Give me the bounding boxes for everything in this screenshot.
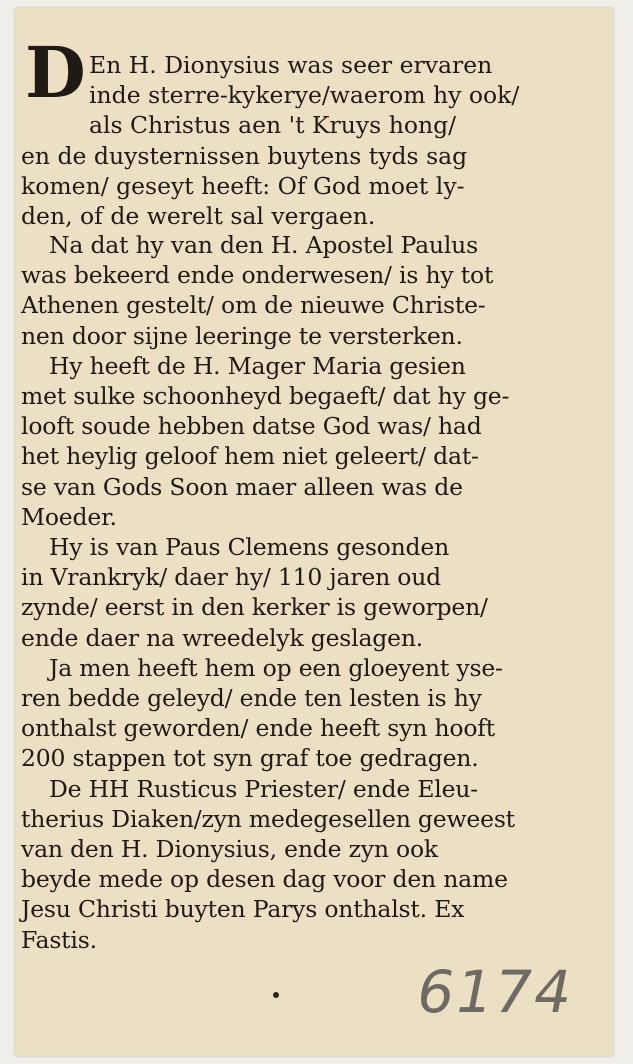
first-paragraph-line-3: als Christus aen 't Kruys hong/: [89, 111, 457, 140]
handwritten-number: 6174: [417, 958, 573, 1026]
paragraph-2: Na dat hy van den H. Apostel Paulus was bekeerd ende onderwesen/ is hy tot Athenen gestelt/ om de nieuwe Christe- nen door sijne leeringe te versterken.: [21, 231, 494, 350]
paragraph-4: Hy is van Paus Clemens gesonden in Vrankryk/ daer hy/ 110 jaren oud zynde/ eerst in den kerker is geworpen/ ende daer na wreedelyk geslagen.: [21, 533, 488, 652]
first-paragraph-line-2: inde sterre-kykerye/waerom hy ook/: [89, 81, 520, 110]
paper-slip: [15, 8, 613, 1056]
ink-dot: [273, 992, 279, 998]
first-paragraph-line-5: komen/ geseyt heeft: Of God moet ly-: [21, 171, 465, 200]
first-paragraph-line-4: en de duysternissen buytens tyds sag: [21, 141, 468, 170]
decorated-initial: D: [25, 31, 86, 114]
body-text: [21, 230, 581, 955]
paragraph-5: Ja men heeft hem op een gloeyent yse- ren bedde geleyd/ ende ten lesten is hy onthalst geworden/ ende heeft syn hooft 200 stappen tot syn graf toe gedragen.: [21, 653, 503, 773]
first-paragraph-line-1: En H. Dionysius was seer ervaren: [89, 51, 493, 79]
paragraph-6: De HH Rusticus Priester/ ende Eleu- therius Diaken/zyn medegesellen geweest van den H. Dionysius, ende zyn ook beyde mede op desen dag voor den name Jesu Christi buyten Parys onthalst. Ex Fastis.: [21, 774, 515, 954]
paragraph-3: Hy heeft de H. Mager Maria gesien met sulke schoonheyd begaeft/ dat hy ge- looft soude hebben datse God was/ had het heylig geloof hem niet geleert/ dat- se van Gods Soon maer alleen was de Moeder.: [21, 351, 510, 531]
first-paragraph: [21, 50, 581, 231]
first-paragraph-line-6: den, of de werelt sal vergaen.: [21, 202, 376, 231]
